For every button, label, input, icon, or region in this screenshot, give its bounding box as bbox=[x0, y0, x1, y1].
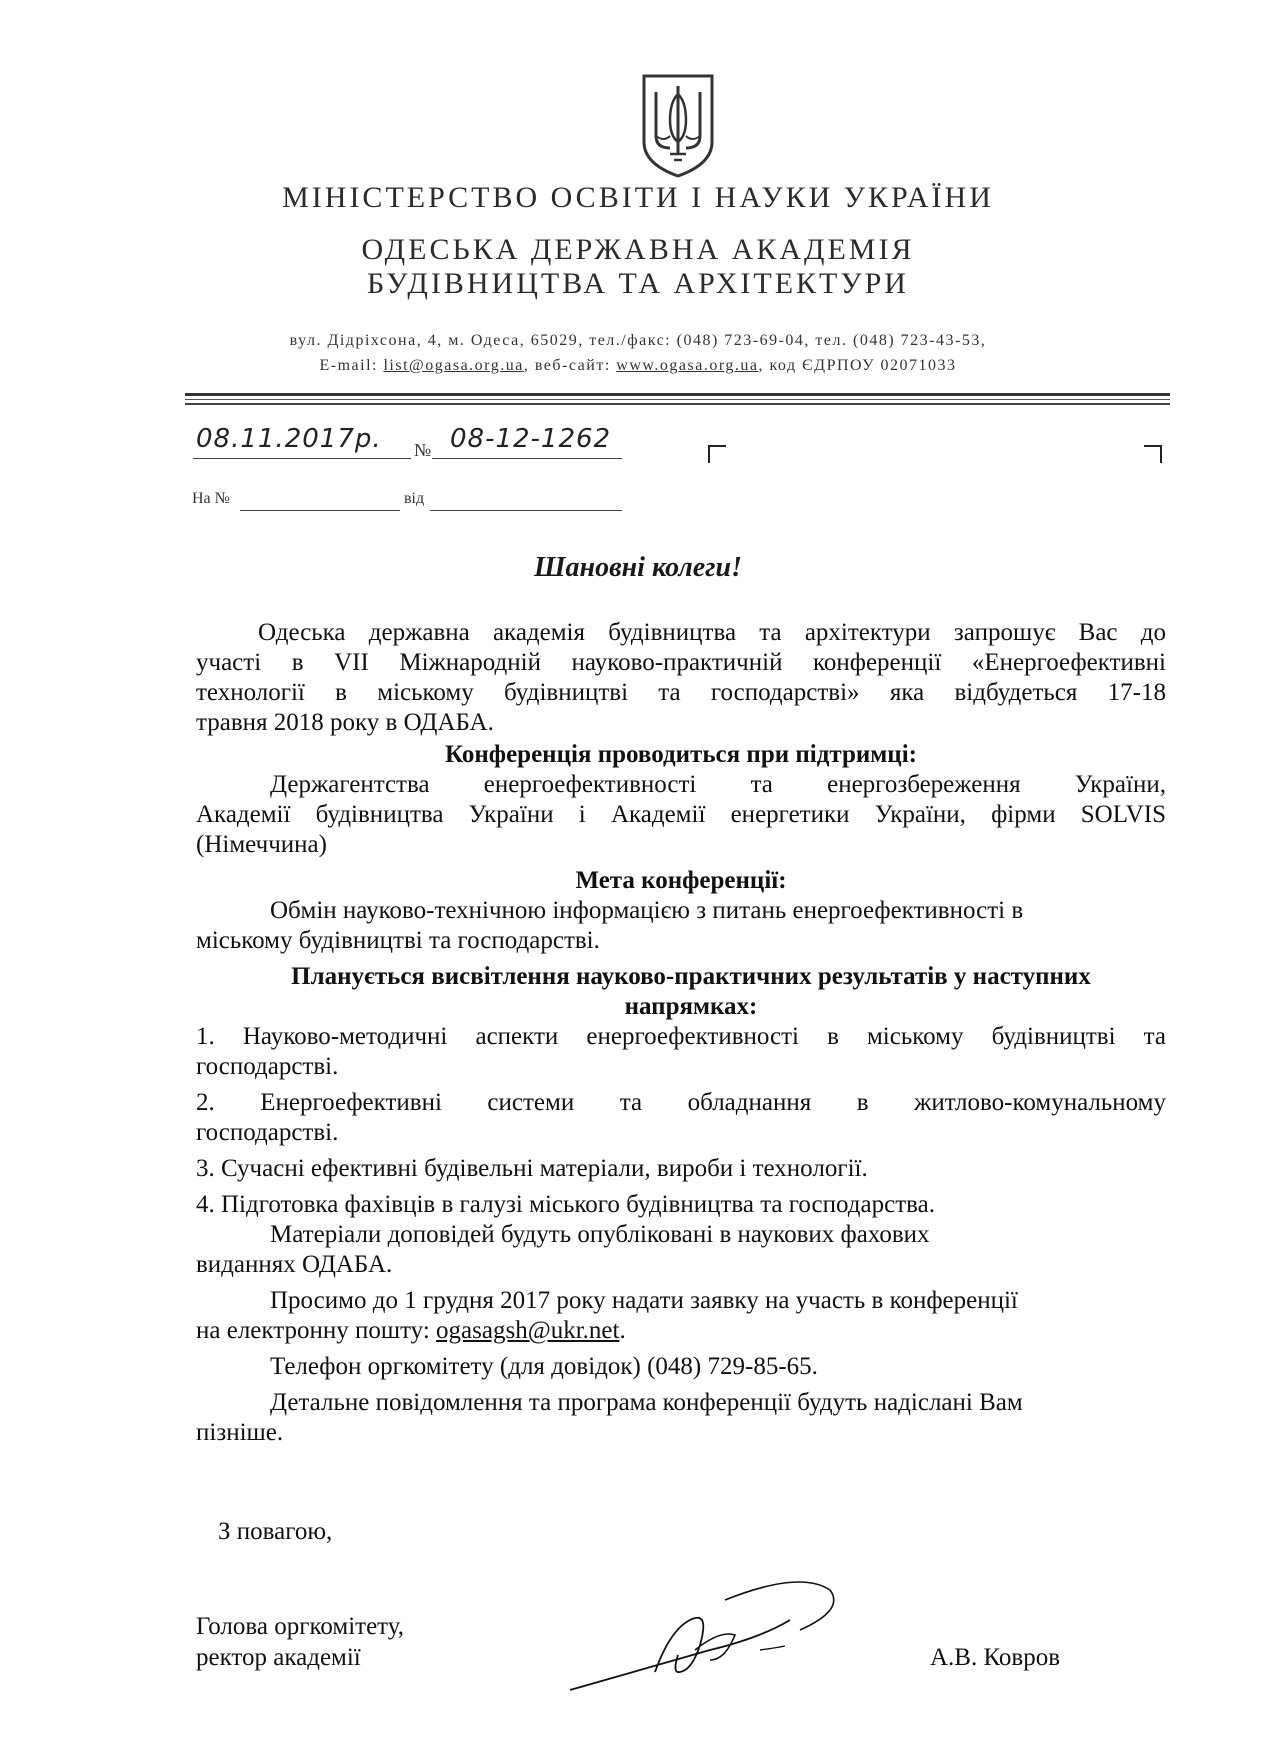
email-link[interactable]: list@ogasa.org.ua bbox=[383, 357, 524, 374]
date-underline bbox=[193, 458, 411, 459]
header-rule-thin bbox=[185, 399, 1170, 400]
topics-heading-line1: Планується висвітлення науково-практичних результатів у наступних bbox=[291, 963, 1091, 990]
topic-item-cont: господарстві. bbox=[196, 1119, 339, 1146]
addressee-corner-left bbox=[708, 445, 726, 463]
closing: З повагою, bbox=[218, 1518, 333, 1545]
academy-title-line1: ОДЕСЬКА ДЕРЖАВНА АКАДЕМІЯ bbox=[361, 233, 915, 266]
support-line: Держагентства енергоефективності та енергозбереження України, bbox=[270, 771, 1166, 798]
ministry-title: МІНІСТЕРСТВО ОСВІТИ І НАУКИ УКРАЇНИ bbox=[282, 181, 994, 214]
address-line: вул. Дідріхсона, 4, м. Одеса, 65029, тел./факс: (048) 723-69-04, тел. (048) 723-43-53, bbox=[289, 332, 987, 349]
details-line: Детальне повідомлення та програма конференції будуть надіслані Вам bbox=[270, 1389, 1023, 1416]
site-label: , веб-сайт: bbox=[523, 357, 611, 374]
request-email-link[interactable]: ogasagsh@ukr.net bbox=[436, 1317, 620, 1344]
topic-item: 1. Науково-методичні аспекти енергоефективності в міському будівництві та bbox=[196, 1023, 1166, 1050]
contacts-line bbox=[0, 357, 1276, 375]
goal-line: Обмін науково-технічною інформацією з питань енергоефективності в bbox=[270, 897, 1024, 924]
addressee-corner-right bbox=[1144, 445, 1162, 463]
intro-line: Одеська державна академія будівництва та архітектури запрошує Вас до bbox=[258, 619, 1166, 646]
phone-line: Телефон оргкомітету (для довідок) (048) 729-85-65. bbox=[270, 1353, 818, 1380]
request-email-prefix: на електронну пошту: bbox=[196, 1317, 430, 1344]
registration-date: 08.11.2017р. bbox=[196, 424, 382, 454]
letter-greeting: Шановні колеги! bbox=[534, 552, 742, 583]
from-underline bbox=[430, 510, 622, 511]
handwritten-signature-icon bbox=[560, 1560, 860, 1710]
details-line: пізніше. bbox=[196, 1419, 284, 1446]
publication-line: Матеріали доповідей будуть опубліковані в наукових фахових bbox=[270, 1221, 930, 1248]
request-email-line bbox=[196, 1316, 1166, 1346]
from-label: від bbox=[404, 490, 425, 507]
topic-item-cont: господарстві. bbox=[196, 1053, 339, 1080]
website-link[interactable]: www.ogasa.org.ua bbox=[616, 357, 759, 374]
topic-item: 4. Підготовка фахівців в галузі міського будівництва та господарства. bbox=[196, 1191, 935, 1218]
publication-line: виданнях ОДАБА. bbox=[196, 1251, 393, 1278]
registration-number: 08-12-1262 bbox=[450, 424, 612, 454]
signatory-position-line2: ректор академії bbox=[196, 1644, 361, 1671]
signatory-position-line1: Голова оргкомітету, bbox=[196, 1613, 405, 1640]
topic-item: 3. Сучасні ефективні будівельні матеріали, вироби і технології. bbox=[196, 1155, 868, 1182]
signatory-name: А.В. Ковров bbox=[930, 1644, 1061, 1671]
support-heading: Конференція проводиться при підтримці: bbox=[445, 741, 917, 768]
number-label: № bbox=[414, 440, 432, 460]
support-line: (Німеччина) bbox=[196, 831, 327, 858]
goal-heading: Мета конференції: bbox=[575, 867, 787, 894]
intro-line: участі в VII Міжнародній науково-практичній конференції «Енергоефективні bbox=[196, 649, 1166, 676]
reference-underline bbox=[240, 510, 400, 511]
topic-item: 2. Енергоефективні системи та обладнання в житлово-комунальному bbox=[196, 1089, 1166, 1116]
header-rule-bottom bbox=[185, 403, 1170, 405]
edrpou-code: , код ЄДРПОУ 02071033 bbox=[758, 357, 957, 374]
academy-title-line2: БУДІВНИЦТВА ТА АРХІТЕКТУРИ bbox=[367, 267, 909, 300]
letter-body bbox=[196, 618, 1166, 1448]
intro-line: технології в міському будівництві та господарстві» яка відбудеться 17-18 bbox=[196, 679, 1166, 706]
request-email-suffix: . bbox=[619, 1317, 626, 1344]
header-rule-thick bbox=[185, 393, 1170, 396]
intro-line: травня 2018 року в ОДАБА. bbox=[196, 709, 494, 736]
support-line: Академії будівництва України і Академії енергетики України, фірми SOLVIS bbox=[196, 801, 1166, 828]
goal-line: міському будівництві та господарстві. bbox=[196, 927, 600, 954]
reference-label: На № bbox=[192, 490, 230, 507]
email-label: E-mail: bbox=[319, 357, 378, 374]
number-underline bbox=[432, 458, 622, 459]
topics-heading-line2: напрямках: bbox=[624, 993, 758, 1020]
request-line: Просимо до 1 грудня 2017 року надати заявку на участь в конференції bbox=[270, 1287, 1018, 1314]
ukraine-trident-emblem-icon bbox=[640, 72, 716, 180]
